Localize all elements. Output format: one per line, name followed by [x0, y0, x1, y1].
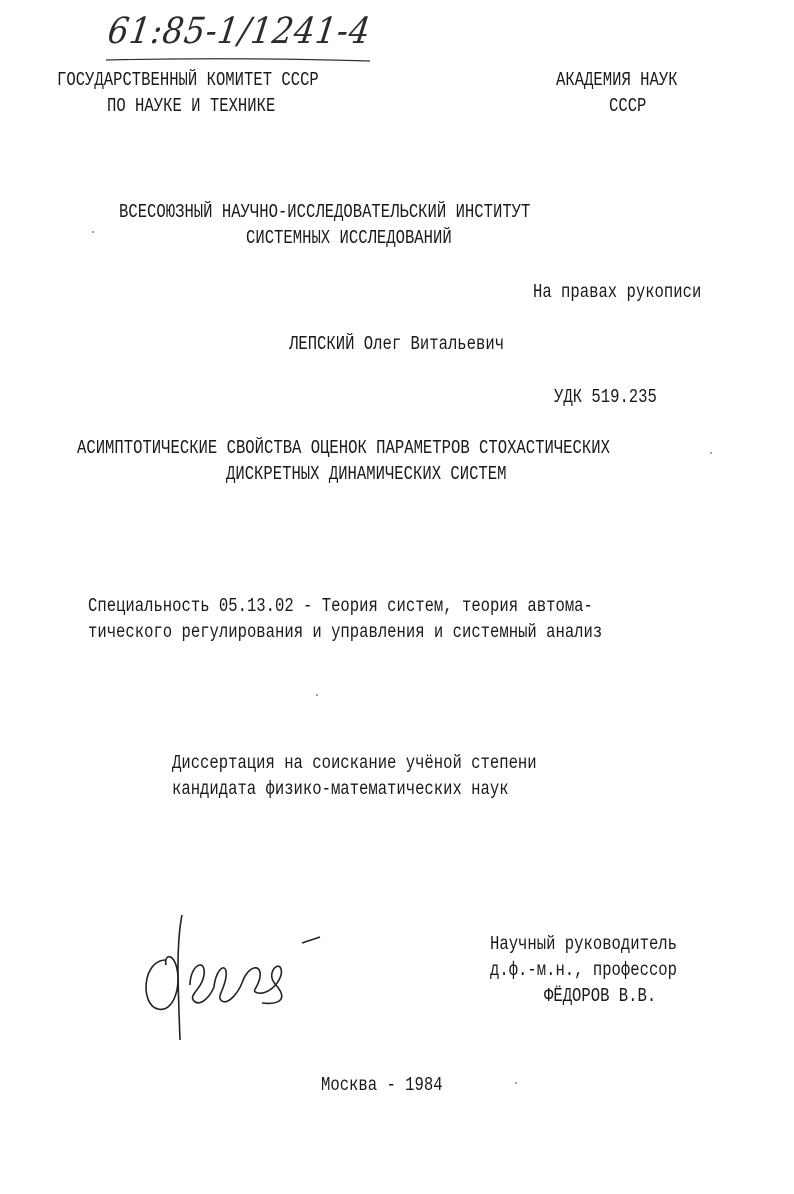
scan-speck	[92, 231, 94, 233]
author-surname: ЛЕПСКИЙ	[289, 333, 355, 355]
institute-line1: ВСЕСОЮЗНЫЙ НАУЧНО-ИССЛЕДОВАТЕЛЬСКИЙ ИНСТИТУТ	[119, 201, 531, 223]
manuscript-note: На правах рукописи	[533, 281, 702, 303]
speciality-line1: Специальность 05.13.02 - Теория систем, теория автома-	[88, 595, 593, 617]
header-committee-line1: ГОСУДАРСТВЕННЫЙ КОМИТЕТ СССР	[57, 69, 319, 91]
author-name	[289, 331, 504, 357]
udc-code: УДК 519.235	[554, 386, 657, 408]
archive-number: 61:85-1/1241-4	[105, 11, 374, 52]
supervisor-name: ФЁДОРОВ В.В.	[544, 985, 657, 1007]
scan-speck	[710, 452, 712, 454]
scan-speck	[316, 694, 318, 696]
dissertation-degree-line1: Диссертация на соискание учёной степени	[172, 752, 537, 774]
supervisor-degree: д.ф.-м.н., профессор	[490, 959, 677, 981]
archive-number-underline	[104, 56, 374, 64]
header-academy-line1: АКАДЕМИЯ НАУК	[556, 69, 678, 91]
author-given-name: Олег Витальевич	[363, 333, 505, 355]
city-year: Москва - 1984	[321, 1074, 443, 1096]
institute-line2: СИСТЕМНЫХ ИССЛЕДОВАНИЙ	[246, 227, 452, 249]
scan-speck	[515, 1082, 517, 1084]
speciality-line2: тического регулирования и управления и системный анализ	[88, 621, 603, 643]
dissertation-degree-line2: кандидата физико-математических наук	[172, 778, 509, 800]
header-committee-line2: ПО НАУКЕ И ТЕХНИКЕ	[107, 95, 276, 117]
dissertation-title-line1: АСИМПТОТИЧЕСКИЕ СВОЙСТВА ОЦЕНОК ПАРАМЕТРОВ СТОХАСТИЧЕСКИХ	[77, 437, 610, 459]
header-academy-line2: СССР	[609, 95, 647, 117]
supervisor-role: Научный руководитель	[490, 933, 677, 955]
dissertation-title-line2: ДИСКРЕТНЫХ ДИНАМИЧЕСКИХ СИСТЕМ	[226, 463, 507, 485]
author-signature	[130, 905, 330, 1045]
